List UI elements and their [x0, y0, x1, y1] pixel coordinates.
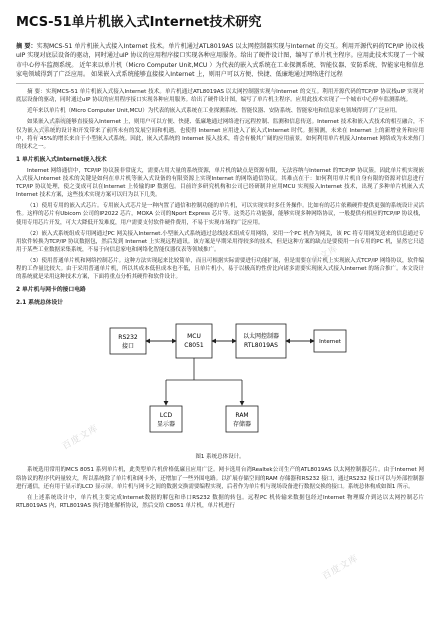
nic-label-line2: RTL8019AS	[244, 342, 278, 350]
internet-label: Internet	[319, 339, 341, 346]
ram-label-line2: 存储器	[232, 421, 252, 429]
ram-label-line1: RAM	[235, 412, 249, 420]
ram-box	[226, 406, 258, 432]
abstract-block	[16, 42, 424, 79]
body-paragraph-4: Internet 网络通信中，TCP/IP 协议簇非常庞大，需要占用大量的系统资源，单片机的缺点是资源有限，无法容纳与Internet 的TCP/IP 协议簇。因此单片机实现嵌入式接入Internet 技术的关键是如何在单片机等嵌入式设备的有限资源上实现Internet 的网络通信协议。其难点在于：如何利用单片机自身有限的资源对信息进行TCP/IP 协议处理，使之变成可以在Internet 上传输的IP 数据包。目前许多研究机构和公司已经研制并应用MCU 实现接入Internet 技术，出现了多种单片机嵌入式Internet 技术方案，这些技术实现方案可以归为以下几类。	[16, 167, 424, 199]
mcu-label-line2: C8051	[184, 342, 204, 350]
body-paragraph-8: 系统选用常用的MCS 8051 系列单片机，此类型单片机价格低廉且应用广泛。网卡选用台湾Realtek公司生产的ATL8019AS 以太网控制器芯片。由于Internet 网络协议的程序代码量较大，所以系统除了单片机和网卡外，还增加了一些外围电路。以扩展存储空间的RAM 存储器和RS232 接口，通过RS232 接口可以与外部控制器进行通信，还有用于显示的LCD 显示屏。单片机与网卡之间的数据交换需要编程实现，后者作为单片机与现场设备进行数据交换的接口。系统总体构成如图1 所示。	[16, 467, 424, 490]
abstract-paragraph	[16, 42, 424, 79]
mcu-label-line1: MCU	[187, 333, 201, 341]
section-heading-2: 2 单片机与网卡的接口电路	[16, 287, 86, 294]
body-paragraph-3: 如果嵌入式系统能够直接接入Internet 上，则用户可以方便、快捷、低廉地通过网络进行远程控制、监测和信息传送。Internet 技术和嵌入式技术的相互融合，不仅为嵌入式系统的设计和开发带来了前所未有的发展空间和机遇，也使得 Internet 应用进入了嵌入式Internet 时代。据预测，未来在 Internet 上的新增业务和应用中，将有 45%的增长来自于小型嵌入式系统。因此，嵌入式系统的 Internet 接入技术，将会有极其广阔的应用前景。如何利用单片机接入Internet 网络成为未来热门的技术之一。	[16, 119, 424, 150]
abstract-label: 摘 要：	[16, 43, 37, 50]
mcu-box	[176, 324, 212, 358]
body-paragraph-1: 摘 要：实现MCS-51 单片机嵌入式接入Internet 技术。单片机通过ATL8019AS 以太网控制器实现与Internet 的交互。利用开源代码的TCP/IP 协议栈uIP 实现对底层设备的驱动，同时通过uIP 协议的应用程序接口实现各种应用服务。给出了硬件设计图，编写了单片机主程序。应用此技术实现了一个城市中心停车监测系统。	[16, 89, 424, 104]
watermark: 百度文库	[300, 243, 341, 273]
lcd-box	[150, 406, 182, 432]
document-title: MCS-51单片机嵌入式Internet技术研究	[16, 15, 262, 30]
abstract-text: 实现MCS-51 单片机嵌入式接入Internet 技术。单片机通过ATL8019AS 以太网控制器实现与Internet 的交互。利用开源代码的TCP/IP 协议栈uIP 实现对底层设备的驱动，同时通过uIP 协议的应用程序接口实现各种应用服务。给出了硬件设计图，编写了单片机主程序。应用此技术实现了一个城市中心停车监测系统。 近年来以单片机（Micro Computer Unit,MCU ）为代表的嵌入式系统在工业探测系统、智能仪器、安防系统、智能家电和信息家电领域得到了广泛应用。 如果嵌入式系统能够直接接入Internet 上，则用户可以方便、快捷、低廉地通过网络进行远程	[16, 43, 425, 78]
body-paragraph-6: （2）嵌入式系统组成专用网通过PC 网关接入Internet.小型嵌入式系统通过总线技术组成专用网络，采用一个PC 机作为网关，该 PC 将专用网发送来的信息通过专用软件转换为TCP/IP 协议数据包，然后发到 Internet 上实现远程通讯。该方案是早期采用得较多的技术，但是这种方案的缺点是要使用一台专用的PC 机，显然它只适用于某些工业数据采集系统，不易于向信息家电和网络化智能仪器仪表等领域推广。	[16, 230, 424, 253]
rs232-label-line1: RS232	[118, 334, 138, 342]
lcd-label-line2: 显示器	[156, 421, 176, 429]
watermark: 百度文库	[320, 553, 361, 583]
rs232-label-line2: 接口	[121, 343, 135, 351]
body-paragraph-2: 近年来以单片机（Micro Computer Unit,MCU）为代表的嵌入式系统在工业探测系统、智能仪器、安防系统、智能家电和信息家电领域得到了广泛应用。	[27, 108, 401, 115]
section-heading-1: 1 单片机嵌入式Internet接入技术	[16, 156, 107, 163]
nic-box	[236, 324, 286, 358]
subsection-heading-2-1: 2.1 系统总体设计	[16, 300, 64, 307]
watermark: 百度文库	[60, 423, 101, 453]
watermark: 百度文库	[30, 113, 71, 143]
nic-label-line1: 以太网控制器	[242, 333, 280, 341]
lcd-label-line1: LCD	[159, 412, 173, 420]
divider	[16, 83, 424, 84]
body-paragraph-7: （3）使用普通单片机和网络控制芯片。这种方法实现起来比较简单，而且可根据实际需要进行功能扩展，但是需要在单片机上实现嵌入式TCP/IP 网络协议，软件编程的工作量比较大。由于采用普通单片机，所以其成本低但成本也不低，且单片机小，易于以极高的性价比向诸多需要实现嵌入式接入Internet 的场合推广。本文设计的系统就是采用这种技术方案，下面将重点分析其硬件和软件设计。	[16, 257, 424, 281]
document-body	[16, 88, 424, 510]
figure-caption: 图1 系统总体设计。	[195, 454, 245, 461]
rs232-box	[110, 328, 146, 354]
body-paragraph-9: 在上述系统设计中，单片机主要完成Internet数据的解包和串口RS232 数据的转包。远程PC 机传输来数据包经过Internet 物理媒介到达以太网控制芯片 RTL8019AS 内，RTL8019AS 执行地址解析协议，然后交给 C8051 单片机，单片机进行	[16, 494, 424, 509]
body-paragraph-5: （1）使用专用的嵌入式芯片。专用嵌入式芯片是一种内置了通信和控制功能的单片机，可以实现实时多任务操作。比如有的芯片依赖硬件提供更强的系统设计灵活性。这样的芯片有Ubicom 公司的IP2022 芯片，MOXA 公司的Nport Express 芯片等。这类芯片功能强，能够实现多种网络协议，一般提供有相应的TCP/IP 协议栈，使用专用芯片开发，可大大降低开发难度，用户需要支付软件硬件费用，不易于实现市场的广泛应用。	[16, 203, 424, 226]
